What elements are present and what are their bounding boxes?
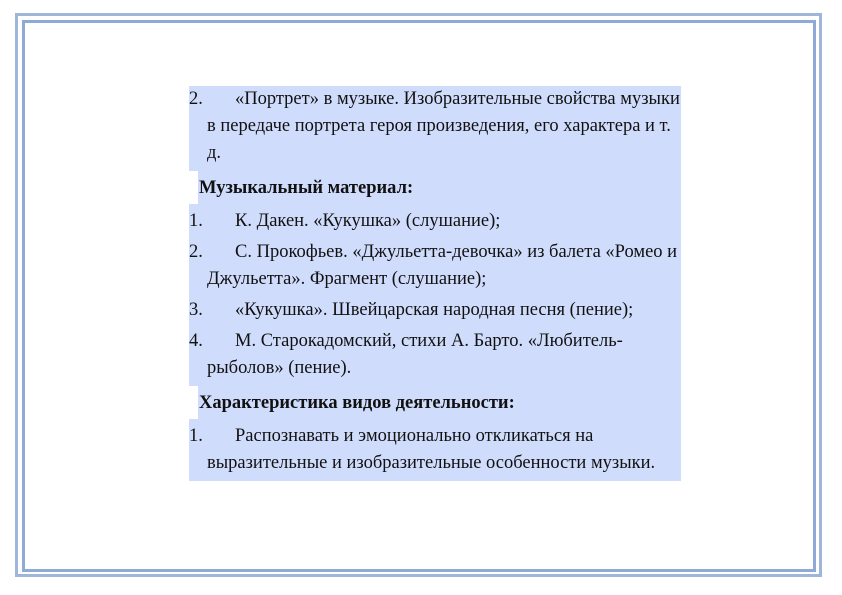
music-material-heading-row [189,171,681,204]
music-material-item [189,297,681,328]
item-text: Распознавать и эмоционально откликаться на выразительные и изобразительные особенности музыки. [207,426,656,473]
item-number: 4. [189,331,203,351]
music-material-item [189,204,681,239]
item-text: С. Прокофьев. «Джульетта-девочка» из балета «Ромео и Джульетта». Фрагмент (слушание); [207,242,678,289]
activities-item [189,419,681,481]
topic-text: «Портрет» в музыке. Изобразительные свойства музыки в передаче портрета героя произведения, его характера и т. д. [207,89,680,163]
item-number: 2. [189,242,203,262]
item-number: 3. [189,300,203,320]
slide-content [189,86,681,481]
topic-item [189,86,681,171]
item-text: «Кукушка». Швейцарская народная песня (пение); [235,300,634,320]
music-material-item [189,239,681,297]
item-text: К. Дакен. «Кукушка» (слушание); [235,211,501,231]
music-material-item [189,328,681,386]
item-number: 1. [189,211,203,231]
activities-heading: Характеристика видов деятельности: [198,386,681,419]
item-text: М. Старокадомский, стихи А. Барто. «Любитель-рыболов» (пение). [207,331,623,378]
music-material-heading: Музыкальный материал: [198,171,681,204]
item-number: 1. [189,426,203,446]
activities-heading-row [189,386,681,419]
topic-number: 2. [189,89,203,109]
